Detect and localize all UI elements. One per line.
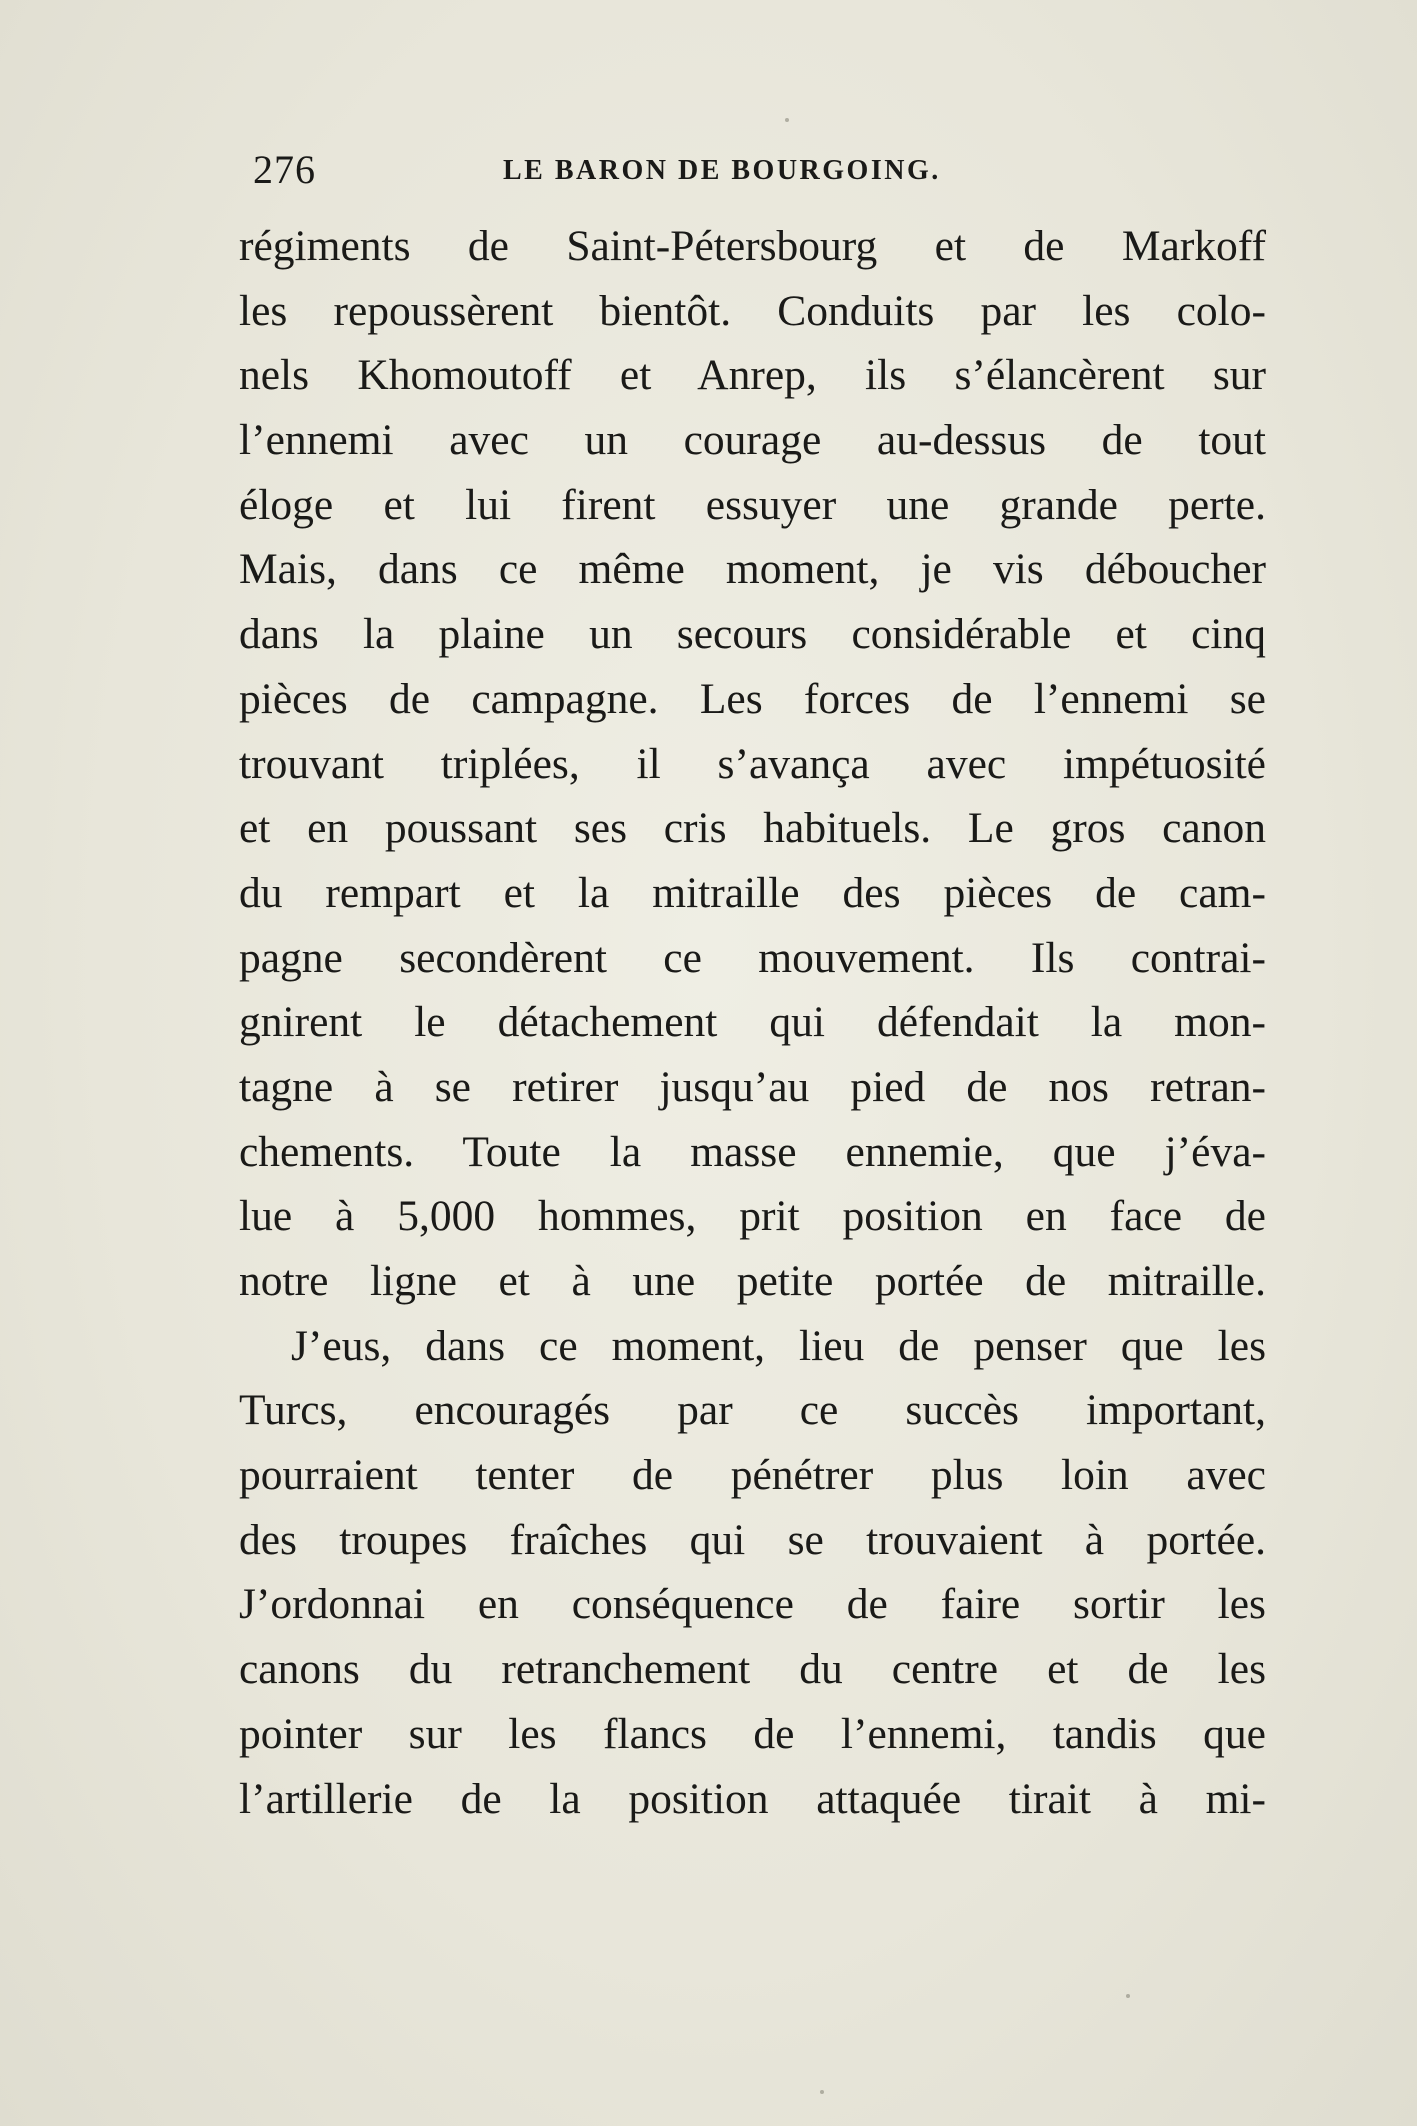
text-line: pointer sur les flancs de l’ennemi, tandis que (239, 1709, 1266, 1758)
text-line: nels Khomoutoff et Anrep, ils s’élancèrent sur (239, 351, 1266, 400)
text-line: éloge et lui firent essuyer une grande perte. (239, 480, 1266, 529)
body-text (239, 214, 1266, 1831)
text-line: les repoussèrent bientôt. Conduits par les colo- (239, 286, 1266, 335)
paper-speck (820, 2090, 824, 2094)
text-line: tagne à se retirer jusqu’au pied de nos retran- (239, 1062, 1266, 1111)
text-line: dans la plaine un secours considérable et cinq (239, 610, 1266, 659)
text-line: Turcs, encouragés par ce succès important, (239, 1386, 1266, 1435)
running-title: LE BARON DE BOURGOING. (503, 155, 941, 186)
text-line: l’artillerie de la position attaquée tirait à mi- (239, 1774, 1266, 1823)
text-line: l’ennemi avec un courage au-dessus de tout (239, 416, 1266, 465)
text-line: gnirent le détachement qui défendait la mon- (239, 998, 1266, 1047)
paper-speck (1126, 1994, 1130, 1998)
page-number: 276 (253, 147, 316, 192)
text-line: canons du retranchement du centre et de les (239, 1645, 1266, 1694)
text-line: notre ligne et à une petite portée de mitraille. (239, 1257, 1266, 1305)
text-line: lue à 5,000 hommes, prit position en face de (239, 1192, 1266, 1241)
text-line: et en poussant ses cris habituels. Le gros canon (239, 804, 1266, 853)
text-line: pourraient tenter de pénétrer plus loin avec (239, 1451, 1266, 1500)
text-line: régiments de Saint-Pétersbourg et de Markoff (239, 222, 1266, 270)
paper-speck (785, 118, 789, 122)
text-line: trouvant triplées, il s’avança avec impétuosité (239, 739, 1266, 788)
text-line: J’ordonnai en conséquence de faire sortir les (239, 1580, 1266, 1629)
text-line: chements. Toute la masse ennemie, que j’éva- (239, 1127, 1266, 1176)
text-line: pagne secondèrent ce mouvement. Ils contrai- (239, 933, 1266, 982)
text-line: Mais, dans ce même moment, je vis déboucher (239, 545, 1266, 594)
text-line: du rempart et la mitraille des pièces de cam- (239, 868, 1266, 917)
text-line: pièces de campagne. Les forces de l’ennemi se (239, 674, 1266, 723)
text-line: J’eus, dans ce moment, lieu de penser que les (291, 1321, 1266, 1370)
text-line: des troupes fraîches qui se trouvaient à portée. (239, 1515, 1266, 1564)
page-header (253, 145, 1053, 195)
